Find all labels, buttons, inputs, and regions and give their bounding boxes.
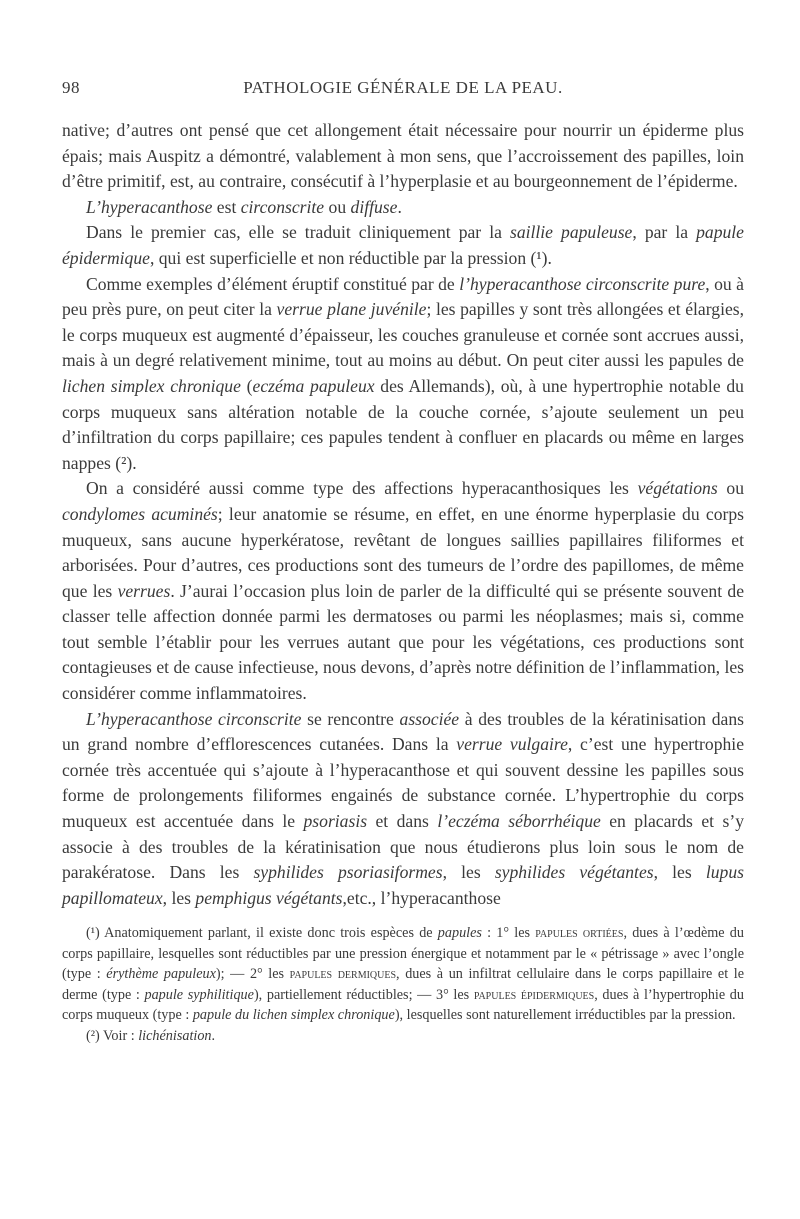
page-header (62, 78, 744, 104)
text-run: ou (324, 196, 351, 217)
italic-term: L’hyperacanthose circonscrite (86, 708, 302, 729)
footnote-2 (62, 1026, 744, 1047)
italic-term: psoriasis (303, 811, 368, 832)
italic-term: diffuse (350, 196, 398, 217)
italic-term: L’hyperacanthose (86, 196, 213, 217)
text-run: , dues à l’hypertrophie du corps muqueux (type : (62, 986, 744, 1024)
text-run: se rencontre (301, 708, 400, 729)
italic-term: associée (399, 708, 460, 729)
italic-term: syphilides psoriasiformes (253, 862, 443, 883)
text-run: , les (442, 862, 495, 883)
italic-term: papules (437, 925, 482, 942)
italic-term: eczéma papuleux (252, 375, 375, 396)
text-run: ou (717, 478, 744, 499)
text-run: , par la (632, 222, 697, 243)
text-run: à des troubles de la kératinisation dans un grand nombre d’efflorescences cutanées. Dans la (62, 708, 745, 755)
text-run: ); — 2° les (215, 966, 290, 983)
text-run: et dans (367, 811, 438, 832)
italic-term: syphilides végétantes (494, 862, 654, 883)
text-run: , les (162, 887, 196, 908)
italic-term: papule syphilitique (144, 986, 254, 1003)
text-run: , dues à un infiltrat cellulaire dans le corps papillaire et le derme (type : (62, 966, 745, 1003)
text-run: native; d’autres ont pensé que cet allongement était nécessaire pour nourrir un épiderme plus épais; mais Auspitz a démontré, valablement à mon sens, que l’accroissement des papilles, loin d’être primitif, est, au contraire, consécutif à l’hyperplasie et au bourgeonnement de l’épiderme. (62, 120, 744, 192)
paragraph-1 (62, 118, 744, 195)
italic-term: condylomes acuminés (62, 503, 218, 524)
page-number: 98 (62, 78, 80, 97)
text-run: ( (240, 375, 253, 396)
text-run: des Allemands), où, à une hypertrophie notable du corps muqueux sans altération notable de la couche cornée, s’ajoute seulement un peu d’infiltration du corps papillaire; ces papules tendent à confluer en placards ou même en larges nappes (²). (62, 375, 744, 473)
paragraph-6 (62, 707, 744, 912)
italic-term: lichen simplex chronique (62, 375, 241, 396)
paragraph-3 (62, 220, 744, 271)
text-run: , ou à peu près pure, on peut citer la (62, 273, 744, 320)
small-caps-term: papules ortiées (535, 925, 624, 942)
italic-term: lupus papillomateux (62, 862, 744, 908)
italic-term: l’eczéma séborrhéique (437, 811, 601, 832)
text-run: , c’est une hypertrophie cornée très accentuée qui s’ajoute à l’hyperacanthose et qui souvent dessine les papilles sous forme de prolongements filiformes engainés de substance cornée. L’hypertrophie du corps muqueux est accentuée dans le (62, 734, 745, 832)
footnote-1 (62, 923, 744, 1026)
paragraph-4 (62, 272, 744, 477)
italic-term: papule épidermique (62, 222, 744, 268)
text-run: . (397, 196, 402, 217)
small-caps-term: papules dermiques (289, 966, 397, 983)
body-text (62, 118, 744, 911)
italic-term: lichénisation (138, 1027, 212, 1044)
text-run: : 1° les (481, 925, 536, 942)
small-caps-term: papules épidermiques (473, 986, 595, 1003)
italic-term: verrue plane juvénile (276, 299, 427, 320)
italic-term: végétations (637, 478, 718, 499)
text-run: (¹) Anatomiquement parlant, il existe donc trois espèces de (86, 925, 438, 942)
text-run: est (212, 196, 241, 217)
text-run: On a considéré aussi comme type des affections hyperacanthosiques les (86, 478, 638, 499)
text-run: en placards et s’y associe à des troubles de la kératinisation que nous étudierons plus loin sous le nom de parakératose. Dans les (62, 811, 744, 883)
italic-term: saillie papuleuse (509, 222, 633, 243)
footnotes (62, 923, 744, 1046)
italic-term: papule du lichen simplex chronique (192, 1007, 395, 1024)
paragraph-5 (62, 476, 744, 706)
text-run: (²) Voir : (86, 1027, 139, 1044)
italic-term: verrue vulgaire (456, 734, 568, 755)
paragraph-2 (62, 195, 744, 221)
text-run: ), partiellement réductibles; — 3° les (253, 986, 474, 1003)
text-run: ,etc., l’hyperacanthose (342, 887, 501, 908)
italic-term: pemphigus végétants (195, 887, 343, 908)
italic-term: érythème papuleux (106, 966, 216, 983)
text-run: ; les papilles y sont très allongées et élargies, le corps muqueux est augmenté d’épaisseur, les couches granuleuse et cornée sont accrues aussi, mais à un degré relativement minime, tout au moins au début. On peut citer aussi les papules de (62, 299, 745, 371)
text-run: Dans le premier cas, elle se traduit cliniquement par la (86, 222, 510, 243)
text-run: . (211, 1027, 216, 1044)
text-run: , les (653, 862, 706, 883)
text-run: ), lesquelles sont naturellement irréductibles par la pression. (394, 1007, 736, 1024)
italic-term: verrues (117, 580, 171, 601)
book-page (62, 0, 744, 1046)
text-run: . J’aurai l’occasion plus loin de parler de la difficulté qui se présente souvent de classer telle affection donnée parmi les dermatoses ou parmi les néoplasmes; mais si, comme tout semble l’établir pour les verrues autant que pour les végétations, ces productions sont contagieuses et de cause infectieuse, nous devons, d’après notre définition de l’inflammation, les considérer comme inflammatoires. (62, 580, 744, 704)
italic-term: circonscrite (240, 196, 325, 217)
text-run: , dues à l’œdème du corps papillaire, lesquelles sont réductibles par une pression énergique et notamment par le « pétrissage » avec l’ongle (type : (62, 925, 744, 983)
text-run: Comme exemples d’élément éruptif constitué par de (86, 273, 460, 294)
italic-term: l’hyperacanthose circonscrite pure (459, 273, 706, 294)
text-run: ; leur anatomie se résume, en effet, en une énorme hyperplasie du corps muqueux, sans aucune hyperkératose, revêtant de longues saillies papillaires filiformes et arborisées. Pour d’autres, ces productions sont des tumeurs de l’ordre des papillomes, de même que les (62, 503, 745, 601)
running-title: PATHOLOGIE GÉNÉRALE DE LA PEAU. (243, 78, 563, 97)
text-run: , qui est superficielle et non réductible par la pression (¹). (149, 247, 552, 268)
